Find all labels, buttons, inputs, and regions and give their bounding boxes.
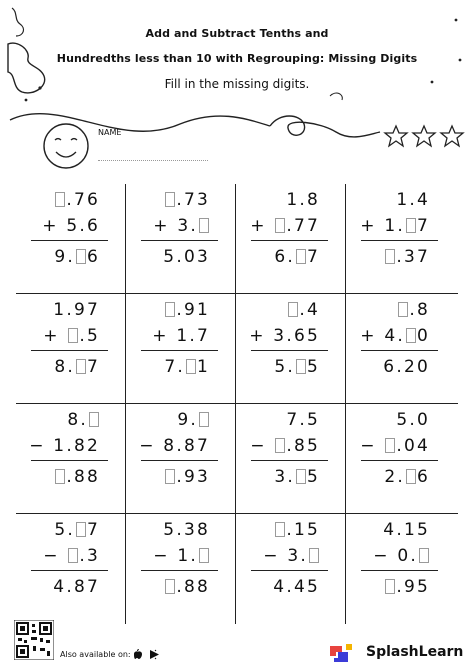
dot-decoration: [431, 81, 434, 84]
result-number: 5. 5: [274, 357, 320, 377]
sum-line: [141, 460, 218, 461]
sum-line: [141, 570, 218, 571]
sum-line: [251, 570, 328, 571]
result-number: .95: [384, 576, 430, 598]
missing-digit-box[interactable]: [89, 412, 99, 427]
result-number: 5.03: [163, 247, 210, 267]
first-number: 5.0: [396, 410, 430, 430]
sum-line: [251, 240, 328, 241]
star-icon: [441, 126, 463, 146]
result-number: .88: [164, 576, 210, 598]
small-swirl-decoration: [330, 93, 342, 100]
first-number: .15: [274, 519, 320, 541]
second-number: − .04: [360, 436, 430, 456]
decorations: [0, 0, 474, 180]
apple-icon: [134, 649, 142, 659]
splashlearn-logo-icon: [326, 642, 356, 666]
first-number: 1.8: [286, 190, 320, 210]
second-number: + .5: [43, 326, 100, 346]
play-store-icon: [150, 650, 159, 659]
missing-digit-box[interactable]: [275, 438, 285, 453]
sum-line: [31, 350, 108, 351]
missing-digit-box[interactable]: [296, 469, 306, 484]
second-number: − 1.82: [29, 436, 100, 456]
problem-cell: [16, 294, 126, 404]
second-number: + 5.6: [42, 216, 100, 236]
blob-decoration: [8, 43, 45, 93]
second-number: − 1.: [153, 545, 210, 567]
second-number: − 8.87: [139, 436, 210, 456]
sum-line: [361, 350, 438, 351]
second-number: + 3.: [153, 215, 210, 237]
missing-digit-box[interactable]: [406, 469, 416, 484]
missing-digit-box[interactable]: [76, 522, 86, 537]
problem-cell: [236, 404, 346, 514]
missing-digit-box[interactable]: [288, 302, 298, 317]
smiley-face-icon: [44, 124, 88, 168]
sum-line: [361, 460, 438, 461]
result-number: 8. 7: [54, 357, 100, 377]
instruction-text: Fill in the missing digits.: [164, 77, 310, 91]
problem-cell: [126, 184, 236, 294]
second-number: − 3.: [263, 545, 320, 567]
sum-line: [361, 240, 438, 241]
name-input-line[interactable]: [98, 160, 208, 161]
second-number: − 0.: [373, 545, 430, 567]
missing-digit-box[interactable]: [385, 579, 395, 594]
sum-line: [31, 240, 108, 241]
first-number: .76: [54, 189, 100, 211]
problem-cell: [126, 404, 236, 514]
second-number: + 1.7: [152, 326, 210, 346]
problem-cell: [346, 184, 456, 294]
missing-digit-box[interactable]: [55, 192, 65, 207]
problem-cell: [126, 294, 236, 404]
result-number: 3. 5: [274, 467, 320, 487]
sum-line: [141, 240, 218, 241]
dot-decoration: [38, 86, 41, 89]
missing-digit-box[interactable]: [296, 359, 306, 374]
missing-digit-box[interactable]: [76, 249, 86, 264]
result-number: 2. 6: [384, 467, 430, 487]
problem-cell: [16, 404, 126, 514]
missing-digit-box[interactable]: [419, 548, 429, 563]
dot-decoration: [455, 19, 458, 22]
problem-cell: [236, 184, 346, 294]
first-number: 7.5: [286, 410, 320, 430]
squiggle-decoration: [12, 8, 23, 36]
missing-digit-box[interactable]: [165, 469, 175, 484]
missing-digit-box[interactable]: [165, 579, 175, 594]
sum-line: [361, 570, 438, 571]
first-number: 9.: [177, 409, 210, 431]
problem-cell: [16, 184, 126, 294]
result-number: 4.87: [53, 577, 100, 597]
first-number: 1.4: [396, 190, 430, 210]
missing-digit-box[interactable]: [385, 438, 395, 453]
worksheet-title-line-2: Hundredths less than 10 with Regrouping: Missing Digits: [56, 52, 418, 65]
result-number: 9. 6: [54, 247, 100, 267]
missing-digit-box[interactable]: [199, 218, 209, 233]
also-available-text: Also available on:: [60, 650, 131, 659]
second-number: + 4. 0: [360, 326, 430, 346]
first-number: 8.: [67, 409, 100, 431]
first-number: 5.38: [163, 520, 210, 540]
missing-digit-box[interactable]: [385, 249, 395, 264]
missing-digit-box[interactable]: [186, 359, 196, 374]
second-number: + 3.65: [249, 326, 320, 346]
second-number: − .85: [250, 436, 320, 456]
result-number: 6.20: [383, 357, 430, 377]
first-number: .73: [164, 189, 210, 211]
missing-digit-box[interactable]: [165, 192, 175, 207]
wave-decoration: [10, 114, 270, 132]
missing-digit-box[interactable]: [275, 218, 285, 233]
result-number: 7. 1: [164, 357, 210, 377]
first-number: 1.97: [53, 300, 100, 320]
problem-cell: [346, 514, 456, 624]
problem-cell: [236, 294, 346, 404]
missing-digit-box[interactable]: [199, 548, 209, 563]
missing-digit-box[interactable]: [406, 328, 416, 343]
result-number: 6. 7: [274, 247, 320, 267]
missing-digit-box[interactable]: [309, 548, 319, 563]
missing-digit-box[interactable]: [398, 302, 408, 317]
missing-digit-box[interactable]: [165, 302, 175, 317]
sum-line: [141, 350, 218, 351]
worksheet-title-line-1: Add and Subtract Tenths and: [145, 27, 329, 40]
problem-cell: [346, 294, 456, 404]
sum-line: [251, 460, 328, 461]
missing-digit-box[interactable]: [76, 359, 86, 374]
missing-digit-box[interactable]: [199, 412, 209, 427]
sum-line: [251, 350, 328, 351]
star-icon: [385, 126, 407, 146]
wave-loop-decoration: [270, 116, 380, 137]
dot-decoration: [25, 99, 28, 102]
second-number: + 1. 7: [360, 216, 430, 236]
splashlearn-brand: SplashLearn: [366, 644, 464, 660]
dot-decoration: [459, 59, 462, 62]
problem-cell: [16, 514, 126, 624]
missing-digit-box[interactable]: [406, 218, 416, 233]
missing-digit-box[interactable]: [275, 522, 285, 537]
problem-grid: [16, 184, 458, 624]
missing-digit-box[interactable]: [68, 328, 78, 343]
first-number: 5. 7: [54, 520, 100, 540]
star-icon: [413, 126, 435, 146]
missing-digit-box[interactable]: [68, 548, 78, 563]
second-number: − .3: [43, 546, 100, 566]
app-store-icons: [132, 648, 162, 660]
problem-cell: [236, 514, 346, 624]
problem-cell: [346, 404, 456, 514]
second-number: + .77: [250, 216, 320, 236]
first-number: .91: [164, 299, 210, 321]
result-number: 4.45: [273, 577, 320, 597]
missing-digit-box[interactable]: [296, 249, 306, 264]
result-number: .93: [164, 466, 210, 488]
result-number: .88: [54, 466, 100, 488]
first-number: 4.15: [383, 520, 430, 540]
name-label: NAME: [98, 128, 122, 137]
sum-line: [31, 460, 108, 461]
problem-cell: [126, 514, 236, 624]
sum-line: [31, 570, 108, 571]
result-number: .37: [384, 246, 430, 268]
first-number: .8: [397, 299, 430, 321]
missing-digit-box[interactable]: [55, 469, 65, 484]
first-number: .4: [287, 299, 320, 321]
qr-code-icon: [14, 620, 54, 660]
